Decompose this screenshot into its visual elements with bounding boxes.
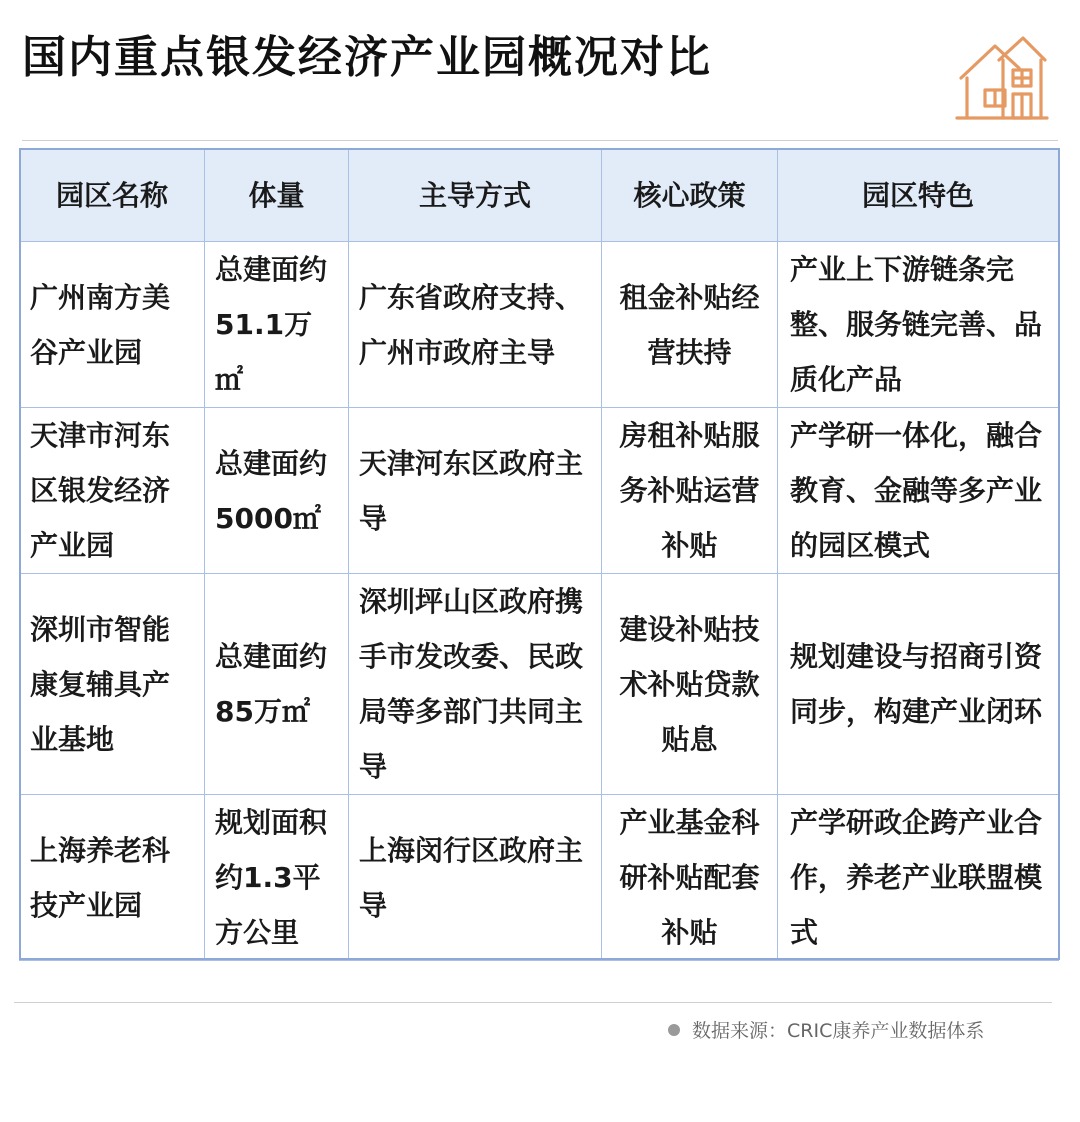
cell-core-policy: 租金补贴经营扶持: [602, 242, 778, 408]
table-header-row: [20, 149, 1059, 242]
cell-leadership: 上海闵行区政府主导: [349, 795, 602, 961]
cell-leadership: 天津河东区政府主导: [349, 408, 602, 574]
header-park-name: 园区名称: [20, 149, 205, 242]
title-divider: [22, 140, 1058, 141]
cell-scale: 总建面约5000㎡: [205, 408, 349, 574]
cell-leadership: 深圳坪山区政府携手市发改委、民政局等多部门共同主导: [349, 574, 602, 795]
cell-park-feature: 产业上下游链条完整、服务链完善、品质化产品: [778, 242, 1059, 408]
cell-park-name: 广州南方美谷产业园: [20, 242, 205, 408]
table-row: [20, 242, 1059, 408]
header-scale: 体量: [205, 149, 349, 242]
cell-leadership: 广东省政府支持、广州市政府主导: [349, 242, 602, 408]
header-leadership: 主导方式: [349, 149, 602, 242]
cell-park-feature: 产学研一体化，融合教育、金融等多产业的园区模式: [778, 408, 1059, 574]
footer-divider: [14, 1002, 1052, 1003]
cell-park-feature: 规划建设与招商引资同步，构建产业闭环: [778, 574, 1059, 795]
bullet-dot-icon: [668, 1024, 680, 1036]
cell-core-policy: 建设补贴技术补贴贷款贴息: [602, 574, 778, 795]
cell-scale: 总建面约51.1万㎡: [205, 242, 349, 408]
header-core-policy: 核心政策: [602, 149, 778, 242]
table-row: [20, 795, 1059, 961]
page-title: 国内重点银发经济产业园概况对比: [22, 32, 712, 83]
table-row: [20, 574, 1059, 795]
cell-core-policy: 产业基金科研补贴配套补贴: [602, 795, 778, 961]
cell-park-name: 上海养老科技产业园: [20, 795, 205, 961]
comparison-table: [19, 148, 1059, 961]
cell-park-feature: 产学研政企跨产业合作，养老产业联盟模式: [778, 795, 1059, 961]
header-park-feature: 园区特色: [778, 149, 1059, 242]
source-note: [668, 1016, 984, 1046]
cell-scale: 规划面积约1.3平方公里: [205, 795, 349, 961]
cell-park-name: 天津市河东区银发经济产业园: [20, 408, 205, 574]
table-row: [20, 408, 1059, 574]
house-icon: [955, 30, 1049, 124]
source-text: 数据来源：CRIC康养产业数据体系: [692, 1020, 985, 1042]
cell-core-policy: 房租补贴服务补贴运营补贴: [602, 408, 778, 574]
cell-park-name: 深圳市智能康复辅具产业基地: [20, 574, 205, 795]
cell-scale: 总建面约85万㎡: [205, 574, 349, 795]
